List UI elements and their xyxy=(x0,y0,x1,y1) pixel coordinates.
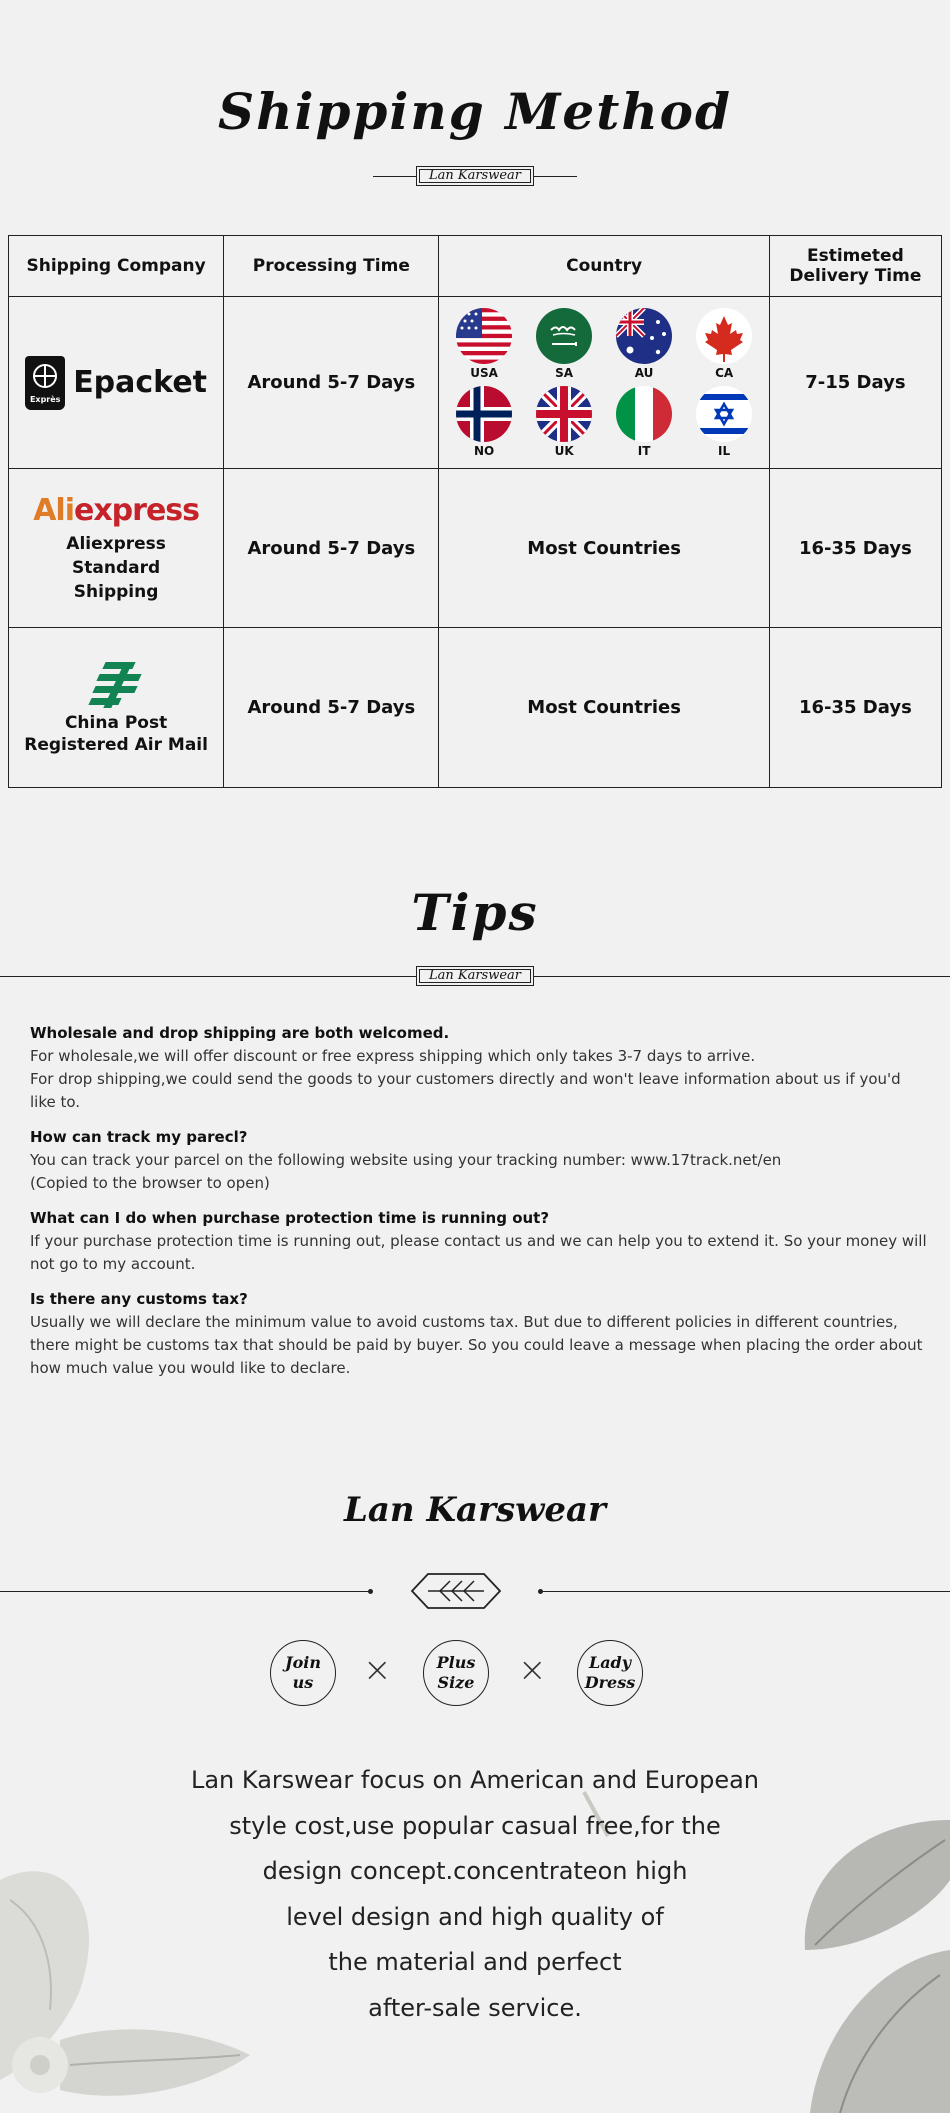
times-icon: × xyxy=(518,1650,547,1690)
focus-line: design concept.concentrateon high xyxy=(262,1857,688,1886)
tip-item xyxy=(30,1022,930,1114)
processing-time: Around 5-7 Days xyxy=(224,628,439,788)
flag-il: IL xyxy=(684,386,764,458)
header-country: Country xyxy=(439,236,769,297)
carrier-name: Aliexpress Standard Shipping xyxy=(66,533,166,602)
tip-question: How can track my parecl? xyxy=(30,1128,248,1146)
table-header-row xyxy=(9,236,942,297)
usa-flag-icon xyxy=(456,308,512,364)
tip-answer: For drop shipping,we could send the goods to your customers directly and won't leave information about us if you'd like to. xyxy=(30,1070,901,1111)
tips-list xyxy=(30,1022,930,1392)
flag-uk: UK xyxy=(524,386,604,458)
divider-line xyxy=(0,1591,370,1592)
flag-sa: SA xyxy=(524,308,604,380)
tip-answer: Usually we will declare the minimum value to avoid customs tax. But due to different policies in different countries, there might be customs tax that should be paid by buyer. So you could leave a message when placing the order about how much value you would like to declare. xyxy=(30,1313,923,1377)
carrier-cell xyxy=(9,469,224,628)
tip-item xyxy=(30,1126,930,1195)
header-shipping-company: Shipping Company xyxy=(9,236,224,297)
aliexpress-logo-icon: Aliexpress xyxy=(33,492,200,528)
tips-title: Tips xyxy=(411,883,539,942)
delivery-time: 16-35 Days xyxy=(769,628,941,788)
flag-it: IT xyxy=(604,386,684,458)
badge-join-us: Join us xyxy=(270,1640,336,1706)
tip-item xyxy=(30,1288,930,1380)
badge-plus-size: Plus Size xyxy=(423,1640,489,1706)
epacket-logo-icon: Exprès xyxy=(25,356,65,410)
delivery-time: 7-15 Days xyxy=(769,297,941,469)
no-flag-icon xyxy=(456,386,512,442)
brand-tag: Lan Karswear xyxy=(416,966,534,986)
carrier-name: China Post Registered Air Mail xyxy=(24,712,208,755)
delivery-time: 16-35 Days xyxy=(769,469,941,628)
arrow-emblem-icon xyxy=(410,1572,502,1610)
tip-item xyxy=(30,1207,930,1276)
times-icon: × xyxy=(363,1650,392,1690)
processing-time: Around 5-7 Days xyxy=(224,469,439,628)
divider-line xyxy=(540,1591,950,1592)
divider-dot xyxy=(538,1589,543,1594)
focus-line: style cost,use popular casual free,for the xyxy=(229,1811,721,1840)
tip-answer: If your purchase protection time is running out, please contact us and we can help you to extend it. So your money will not go to my account. xyxy=(30,1232,927,1273)
carrier-cell xyxy=(9,297,224,469)
tip-answer: (Copied to the browser to open) xyxy=(30,1174,270,1192)
it-flag-icon xyxy=(616,386,672,442)
tip-question: What can I do when purchase protection time is running out? xyxy=(30,1209,550,1227)
sa-flag-icon xyxy=(536,308,592,364)
header-processing-time: Processing Time xyxy=(224,236,439,297)
flag-au: AU xyxy=(604,308,684,380)
ca-flag-icon xyxy=(696,308,752,364)
focus-line: after-sale service. xyxy=(368,1993,582,2022)
uk-flag-icon xyxy=(536,386,592,442)
china-post-logo-icon xyxy=(88,660,144,710)
table-row xyxy=(9,628,942,788)
flag-ca: CA xyxy=(684,308,764,380)
processing-time: Around 5-7 Days xyxy=(224,297,439,469)
shipping-title: Shipping Method xyxy=(217,82,732,141)
focus-line: the material and perfect xyxy=(328,1948,622,1977)
table-row xyxy=(9,469,942,628)
badge-lady-dress: Lady Dress xyxy=(577,1640,643,1706)
tip-answer: For wholesale,we will offer discount or free express shipping which only takes 3-7 days to arrive. xyxy=(30,1047,756,1065)
shipping-table xyxy=(8,235,942,788)
focus-line: level design and high quality of xyxy=(286,1902,664,1931)
brand-tag: Lan Karswear xyxy=(416,166,534,186)
divider-dot xyxy=(368,1589,373,1594)
carrier-cell xyxy=(9,628,224,788)
header-delivery-time: Estimeted Delivery Time xyxy=(769,236,941,297)
country-cell: Most Countries xyxy=(439,469,769,628)
brand-name: Lan Karswear xyxy=(344,1490,606,1530)
au-flag-icon xyxy=(616,308,672,364)
brand-focus-text xyxy=(100,1758,850,2032)
tip-answer: You can track your parcel on the following website using your tracking number: www.17track.net/en xyxy=(30,1151,782,1169)
focus-line: Lan Karswear focus on American and European xyxy=(190,1766,760,1794)
flag-usa: USA xyxy=(444,308,524,380)
carrier-name: Epacket xyxy=(73,365,208,400)
tip-question: Is there any customs tax? xyxy=(30,1290,248,1308)
tip-question: Wholesale and drop shipping are both welcomed. xyxy=(30,1024,450,1042)
flag-no: NO xyxy=(444,386,524,458)
country-cell: Most Countries xyxy=(439,628,769,788)
il-flag-icon xyxy=(696,386,752,442)
country-cell xyxy=(439,297,769,469)
table-row xyxy=(9,297,942,469)
